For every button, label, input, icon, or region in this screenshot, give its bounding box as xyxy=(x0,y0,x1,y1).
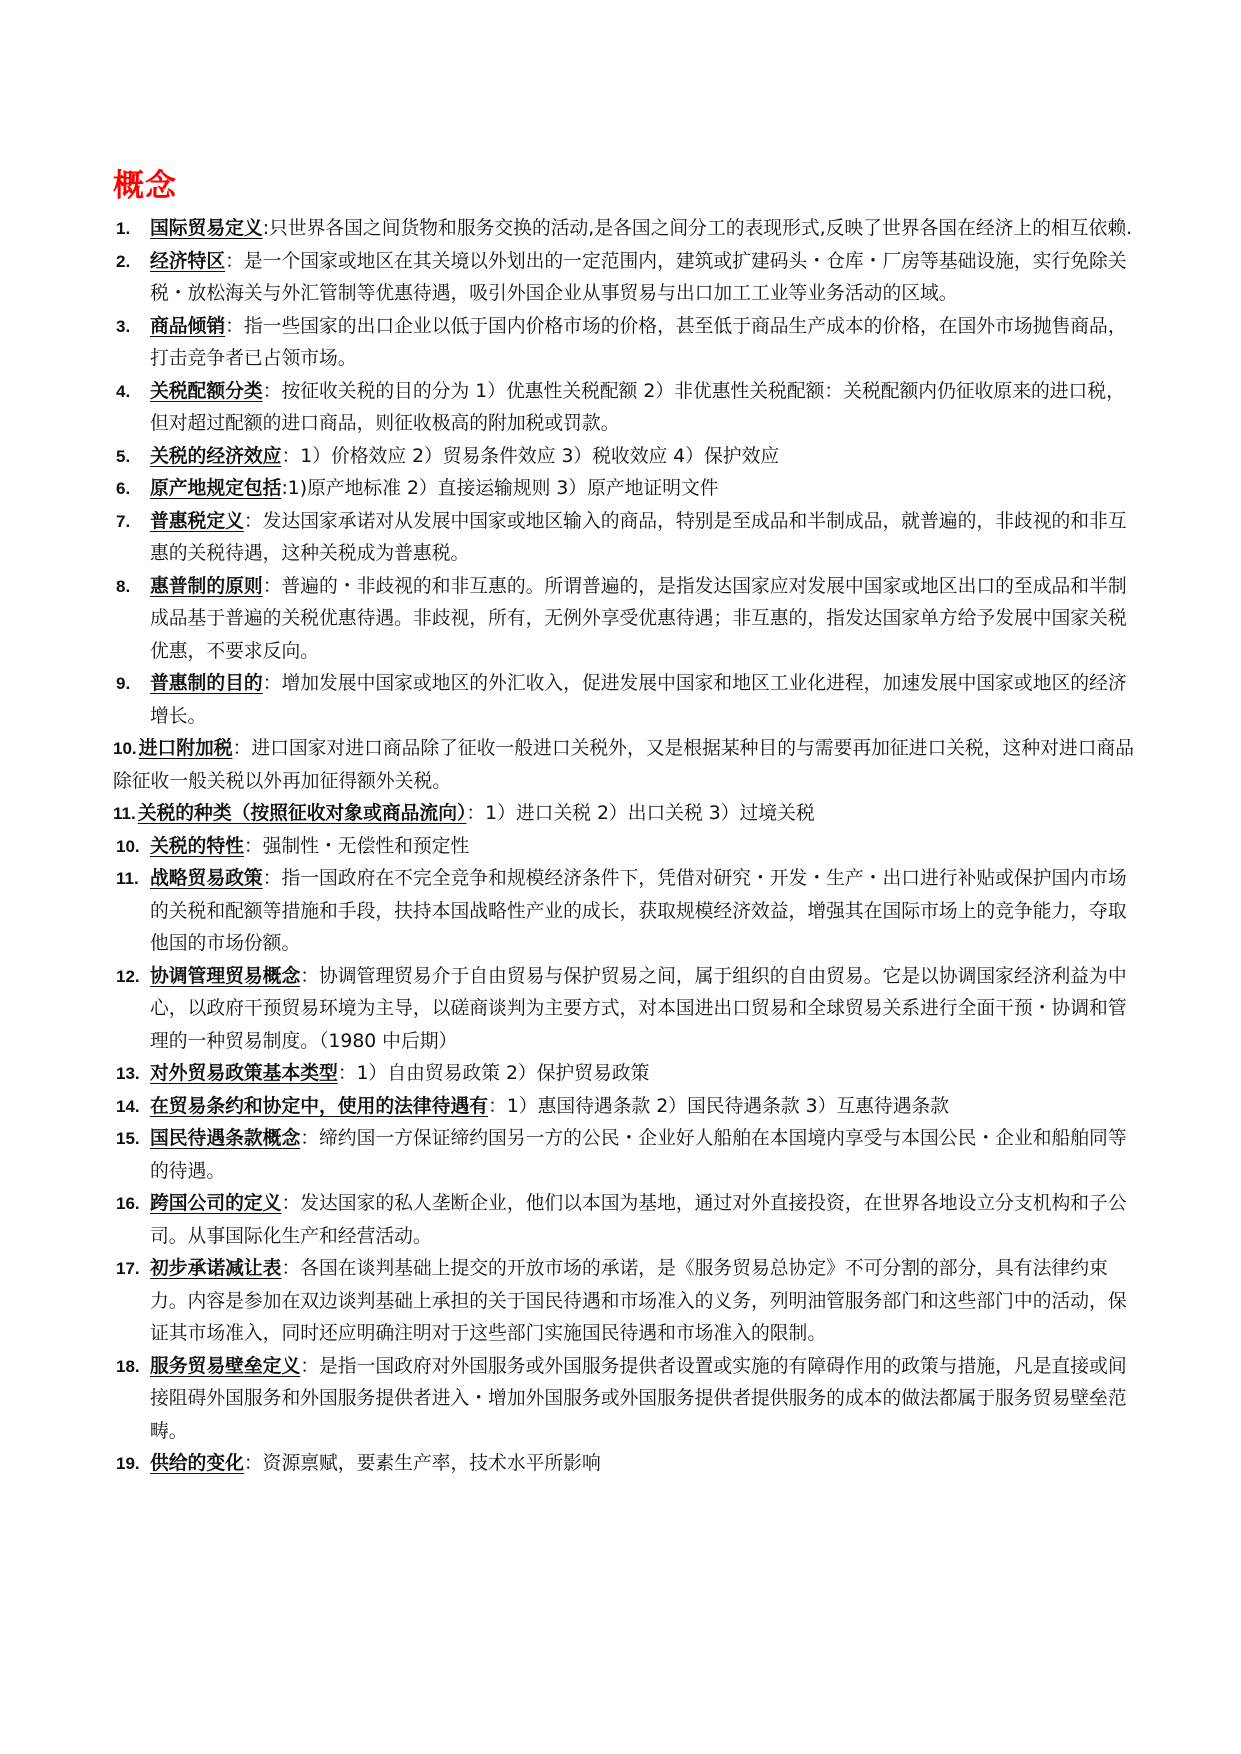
item-description: ：指一些国家的出口企业以低于国内价格市场的价格，甚至低于商品生产成本的价格，在国外市场抛售商品，打击竞争者已占领市场。 xyxy=(150,315,1127,369)
item-description: ：1）惠国待遇条款 2）国民待遇条款 3）互惠待遇条款 xyxy=(488,1095,950,1117)
item-description: ：缔约国一方保证缔约国另一方的公民・企业好人船舶在本国境内享受与本国公民・企业和船舶同等的待遇。 xyxy=(150,1128,1127,1182)
item-term: 进口附加税 xyxy=(138,738,233,759)
item-number: 19. xyxy=(116,1454,140,1473)
item-term: 对外贸易政策基本类型 xyxy=(150,1063,338,1084)
item-description: ：按征收关税的目的分为 1）优惠性关税配额 2）非优惠性关税配额：关税配额内仍征收原来的进口税，但对超过配额的进口商品，则征收极高的附加税或罚款。 xyxy=(150,380,1125,434)
list-item xyxy=(113,668,1135,733)
item-number: 14. xyxy=(116,1096,140,1116)
concept-list xyxy=(113,213,1135,1481)
item-term: 国际贸易定义 xyxy=(150,218,263,239)
item-number: 3. xyxy=(116,316,131,336)
item-term: 关税的特性 xyxy=(150,835,244,857)
item-number: 9. xyxy=(116,674,131,693)
item-description: ：是一个国家或地区在其关境以外划出的一定范围内，建筑或扩建码头・仓库・厂房等基础设施，实行免除关税・放松海关与外汇管制等优惠待遇，吸引外国企业从事贸易与出口加工工业等业务活动的区域。 xyxy=(150,250,1127,304)
item-number: 5. xyxy=(116,446,131,466)
list-item xyxy=(113,441,1135,474)
item-description: ：发达国家承诺对从发展中国家或地区输入的商品，特别是至成品和半制成品，就普遍的，非歧视的和非互惠的关税待遇，这种关税成为普惠税。 xyxy=(150,510,1127,564)
item-number: 10. xyxy=(116,836,140,856)
list-item xyxy=(113,798,1135,831)
item-description: ：1）自由贸易政策 2）保护贸易政策 xyxy=(337,1063,650,1084)
item-term: 关税的种类（按照征收对象或商品流向） xyxy=(137,803,467,824)
item-term: 关税配额分类 xyxy=(150,380,263,402)
item-number: 1. xyxy=(116,219,131,238)
item-number: 2. xyxy=(116,251,131,271)
item-number: 18. xyxy=(116,1356,140,1376)
item-number: 7. xyxy=(116,511,131,531)
item-description: ：是指一国政府对外国服务或外国服务提供者设置或实施的有障碍作用的政策与措施，凡是直接或间接阻碍外国服务和外国服务提供者进入・增加外国服务或外国服务提供者提供服务的成本的做法都属于服务贸易壁垒范畴。 xyxy=(150,1355,1127,1442)
item-description: ：进口国家对进口商品除了征收一般进口关税外，又是根据某种目的与需要再加征进口关税，这种对进口商品除征收一般关税以外再加征得额外关税。 xyxy=(113,738,1135,792)
item-number: 16. xyxy=(116,1194,140,1213)
list-item xyxy=(113,831,1135,864)
item-description: ：协调管理贸易介于自由贸易与保护贸易之间，属于组织的自由贸易。它是以协调国家经济利益为中心，以政府干预贸易环境为主导，以磋商谈判为主要方式，对本国进出口贸易和全球贸易关系进行全面干预・协调和管理的一种贸易制度。（1980 中后期） xyxy=(150,965,1127,1052)
item-number: 12. xyxy=(116,966,140,986)
section-heading: 概念 xyxy=(113,168,177,204)
list-item xyxy=(113,473,1135,506)
item-term: 初步承诺减让表 xyxy=(150,1258,282,1279)
list-item xyxy=(113,1448,1135,1481)
item-term: 跨国公司的定义 xyxy=(150,1193,282,1214)
item-term: 商品倾销 xyxy=(150,315,226,337)
item-term: 服务贸易壁垒定义 xyxy=(150,1355,301,1377)
list-item xyxy=(113,1351,1135,1449)
list-item xyxy=(113,863,1135,961)
item-number: 8. xyxy=(116,576,131,596)
item-term: 普惠制的目的 xyxy=(150,673,263,694)
item-term: 战略贸易政策 xyxy=(150,868,263,889)
item-term: 经济特区 xyxy=(150,250,226,272)
item-description: ：各国在谈判基础上提交的开放市场的承诺，是《服务贸易总协定》不可分割的部分，具有法律约束力。内容是参加在双边谈判基础上承担的关于国民待遇和市场准入的义务，列明油管服务部门和这些部门中的活动，保证其市场准入，同时还应明确注明对于这些部门实施国民待遇和市场准入的限制。 xyxy=(150,1258,1127,1344)
item-description: ：普遍的・非歧视的和非互惠的。所谓普遍的，是指发达国家应对发展中国家或地区出口的至成品和半制成品基于普遍的关税优惠待遇。非歧视，所有，无例外享受优惠待遇；非互惠的，指发达国家单方给予发展中国家关税优惠，不要求反向。 xyxy=(150,575,1127,662)
item-description: ：发达国家的私人垄断企业，他们以本国为基地，通过对外直接投资，在世界各地设立分支机构和子公司。从事国际化生产和经营活动。 xyxy=(150,1193,1127,1247)
item-description: :只世界各国之间货物和服务交换的活动,是各国之间分工的表现形式,反映了世界各国在经济上的相互依赖. xyxy=(262,218,1133,239)
list-item xyxy=(113,1188,1135,1253)
item-number: 4. xyxy=(116,381,131,401)
item-term: 惠普制的原则 xyxy=(150,575,263,597)
item-term: 供给的变化 xyxy=(150,1453,244,1474)
list-item xyxy=(113,1123,1135,1188)
list-item xyxy=(113,961,1135,1059)
list-item xyxy=(113,1058,1135,1091)
item-number: 11. xyxy=(116,869,139,888)
item-number: 15. xyxy=(116,1129,140,1148)
item-term: 国民待遇条款概念 xyxy=(150,1128,301,1149)
list-item xyxy=(113,1091,1135,1124)
list-item xyxy=(113,1253,1135,1351)
item-description: ：资源禀赋，要素生产率，技术水平所影响 xyxy=(243,1453,601,1474)
item-term: 在贸易条约和协定中，使用的法律待遇有 xyxy=(150,1095,489,1117)
list-item xyxy=(113,311,1135,376)
item-description: ：1）进口关税 2）出口关税 3）过境关税 xyxy=(466,803,815,824)
item-number: 10. xyxy=(113,739,137,758)
list-item xyxy=(113,246,1135,311)
item-description: ：指一国政府在不完全竞争和规模经济条件下，凭借对研究・开发・生产・出口进行补贴或保护国内市场的关税和配额等措施和手段，扶持本国战略性产业的成长，获取规模经济效益，增强其在国际市场上的竞争能力，夺取他国的市场份额。 xyxy=(150,868,1127,954)
item-description: ：1）价格效应 2）贸易条件效应 3）税收效应 4）保护效应 xyxy=(281,445,780,467)
item-term: 普惠税定义 xyxy=(150,510,244,532)
item-term: 关税的经济效应 xyxy=(150,445,282,467)
list-item xyxy=(113,571,1135,669)
item-number: 11. xyxy=(113,804,136,823)
item-description: ：强制性・无偿性和预定性 xyxy=(243,835,470,857)
item-number: 17. xyxy=(116,1259,140,1278)
item-term: 协调管理贸易概念 xyxy=(150,965,301,987)
list-item xyxy=(113,733,1135,798)
item-term: 原产地规定包括 xyxy=(150,478,282,499)
list-item xyxy=(113,506,1135,571)
item-number: 13. xyxy=(116,1064,140,1083)
item-description: :1)原产地标准 2）直接运输规则 3）原产地证明文件 xyxy=(281,478,719,499)
item-number: 6. xyxy=(116,479,131,498)
item-description: ：增加发展中国家或地区的外汇收入，促进发展中国家和地区工业化进程，加速发展中国家或地区的经济增长。 xyxy=(150,673,1127,727)
list-item xyxy=(113,213,1135,246)
list-item xyxy=(113,376,1135,441)
